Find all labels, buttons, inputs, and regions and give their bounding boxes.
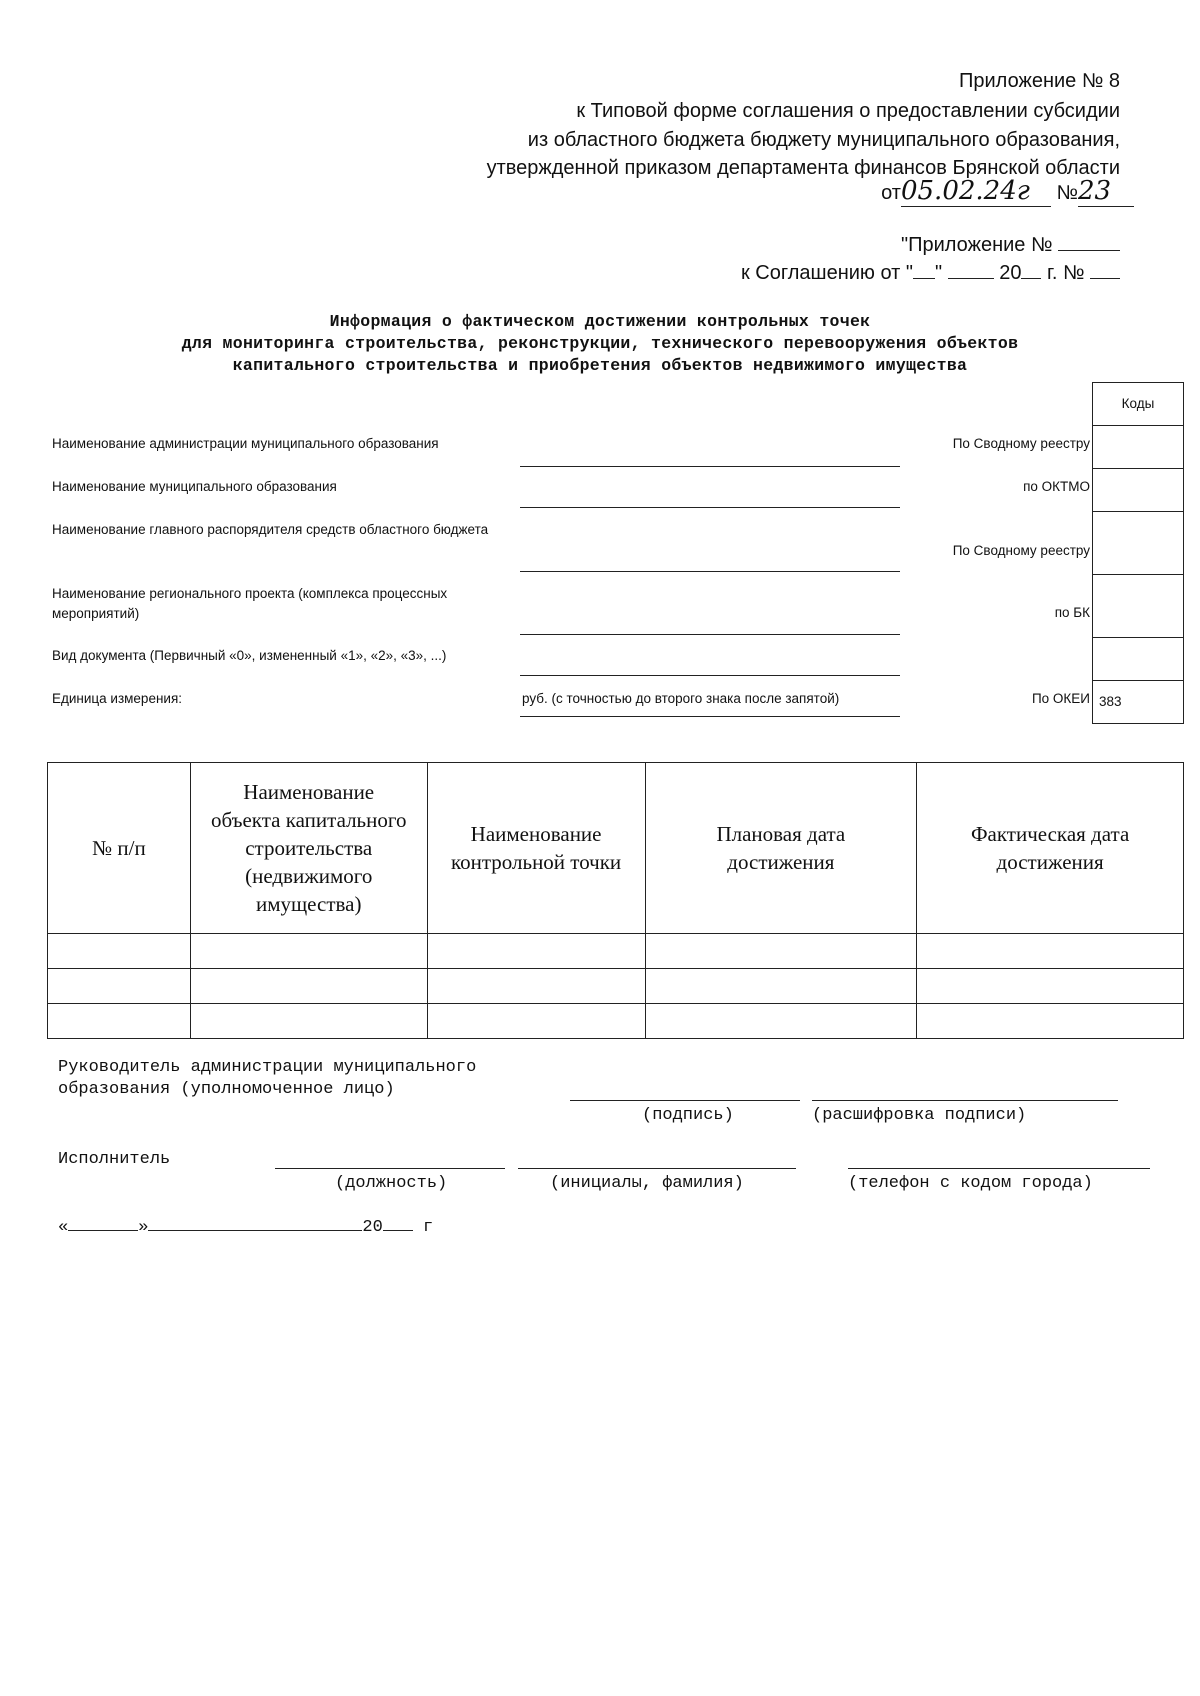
- order-date-number-row: [881, 176, 1134, 207]
- date-close-quote: »: [138, 1218, 149, 1237]
- signature-year-blank[interactable]: [383, 1230, 413, 1231]
- document-title-line-1: Информация о фактическом достижении контрольных точек: [329, 312, 871, 331]
- col-header-actual-date: Фактическая дата достижения: [917, 763, 1184, 934]
- initials-caption: (инициалы, фамилия): [550, 1174, 744, 1193]
- signature-year-suffix: г: [423, 1218, 434, 1237]
- code-box-4[interactable]: [1092, 574, 1184, 638]
- agreement-date-row: [741, 262, 1120, 285]
- document-title-line-2: для мониторинга строительства, реконструкции, технического перевооружения объектов: [181, 334, 1019, 353]
- unit-label: Единица измерения:: [52, 691, 183, 706]
- col-header-object-name: Наименование объекта капитального строительства (недвижимого имущества): [190, 763, 427, 934]
- table-cell[interactable]: [917, 934, 1184, 969]
- table-cell[interactable]: [645, 969, 917, 1004]
- signature-decoding-line[interactable]: [812, 1100, 1118, 1101]
- agreement-appendix-label: "Приложение №: [901, 234, 1053, 256]
- regional-project-line[interactable]: [520, 634, 900, 635]
- handwritten-date: 05.02.24г: [901, 176, 1051, 207]
- position-caption: (должность): [335, 1174, 448, 1193]
- table-cell[interactable]: [917, 1004, 1184, 1039]
- document-title-line-3: капитального строительства и приобретения объектов недвижимого имущества: [232, 356, 968, 375]
- code-box-3[interactable]: [1092, 511, 1184, 575]
- oktmo-label: по ОКТМО: [1023, 479, 1090, 494]
- head-of-administration-line-2: образования (уполномоченное лицо): [58, 1080, 395, 1099]
- code-box-okei[interactable]: 383: [1092, 680, 1184, 724]
- year-prefix: 20: [999, 262, 1022, 284]
- executor-label: Исполнитель: [58, 1150, 171, 1169]
- signature-caption: (подпись): [642, 1106, 734, 1125]
- agreement-number-blank[interactable]: [1090, 278, 1120, 279]
- regional-project-label: Наименование регионального проекта (комплекса процессных мероприятий): [52, 586, 448, 621]
- document-type-line[interactable]: [520, 675, 900, 676]
- table-cell[interactable]: [427, 1004, 645, 1039]
- month-blank[interactable]: [948, 278, 994, 279]
- code-box-5[interactable]: [1092, 637, 1184, 681]
- budget-manager-register-label: По Сводному реестру: [952, 543, 1090, 558]
- table-header-row: [48, 763, 1184, 934]
- table-cell[interactable]: [48, 969, 191, 1004]
- phone-line[interactable]: [848, 1168, 1150, 1169]
- document-type-label: Вид документа (Первичный «0», измененный «1», «2», «3», ...): [52, 648, 447, 663]
- appendix-number-blank[interactable]: [1058, 250, 1120, 251]
- head-of-administration-line-1: Руководитель администрации муниципального: [58, 1058, 477, 1077]
- agreement-appendix-row: [901, 234, 1120, 257]
- bk-label: по БК: [1054, 605, 1090, 620]
- col-header-planned-date: Плановая дата достижения: [645, 763, 917, 934]
- handwritten-number: 23: [1078, 176, 1134, 207]
- unit-line: [520, 716, 900, 717]
- table-row: [48, 969, 1184, 1004]
- okei-label: По ОКЕИ: [1031, 691, 1090, 706]
- code-box-1[interactable]: [1092, 425, 1184, 469]
- table-cell[interactable]: [645, 1004, 917, 1039]
- header-line-2: к Типовой форме соглашения о предоставлении субсидии: [576, 100, 1120, 122]
- appendix-number: Приложение № 8: [959, 70, 1120, 92]
- col-header-control-point: Наименование контрольной точки: [427, 763, 645, 934]
- table-cell[interactable]: [48, 934, 191, 969]
- date-open-quote: «: [58, 1218, 69, 1237]
- quote-close: ": [934, 262, 943, 284]
- table-cell[interactable]: [917, 969, 1184, 1004]
- day-blank[interactable]: [913, 278, 935, 279]
- table-cell[interactable]: [427, 969, 645, 1004]
- admin-name-register-label: По Сводному реестру: [952, 436, 1090, 451]
- table-row: [48, 934, 1184, 969]
- municipality-name-label: Наименование муниципального образования: [52, 479, 337, 494]
- year-blank[interactable]: [1021, 278, 1041, 279]
- unit-value: руб. (с точностью до второго знака после запятой): [522, 691, 840, 706]
- table-cell[interactable]: [190, 1004, 427, 1039]
- signature-line[interactable]: [570, 1100, 800, 1101]
- no-label: №: [1056, 182, 1078, 204]
- budget-manager-line[interactable]: [520, 571, 900, 572]
- codes-header: Коды: [1092, 382, 1184, 426]
- municipality-name-line[interactable]: [520, 507, 900, 508]
- col-header-number: № п/п: [48, 763, 191, 934]
- position-line[interactable]: [275, 1168, 505, 1169]
- table-cell[interactable]: [427, 934, 645, 969]
- signature-decoding-caption: (расшифровка подписи): [812, 1106, 1027, 1125]
- year-suffix-number: г. №: [1047, 262, 1085, 284]
- table-cell[interactable]: [190, 969, 427, 1004]
- signature-month-blank[interactable]: [148, 1230, 362, 1231]
- ot-label: от: [881, 182, 901, 204]
- signature-year-prefix: 20: [362, 1218, 383, 1237]
- table-cell[interactable]: [190, 934, 427, 969]
- control-points-table: [47, 762, 1184, 1039]
- header-line-4: утвержденной приказом департамента финансов Брянской области: [486, 157, 1120, 179]
- signature-date-row: [58, 1218, 433, 1237]
- to-agreement-label: к Соглашению от ": [741, 262, 913, 284]
- code-box-2[interactable]: [1092, 468, 1184, 512]
- phone-caption: (телефон с кодом города): [848, 1174, 1093, 1193]
- budget-manager-label: Наименование главного распорядителя средств областного бюджета: [52, 522, 489, 537]
- admin-name-label: Наименование администрации муниципального образования: [52, 436, 439, 451]
- header-line-3: из областного бюджета бюджету муниципального образования,: [527, 129, 1120, 151]
- admin-name-line[interactable]: [520, 466, 900, 467]
- initials-line[interactable]: [518, 1168, 796, 1169]
- table-cell[interactable]: [645, 934, 917, 969]
- table-cell[interactable]: [48, 1004, 191, 1039]
- table-row: [48, 1004, 1184, 1039]
- signature-day-blank[interactable]: [68, 1230, 138, 1231]
